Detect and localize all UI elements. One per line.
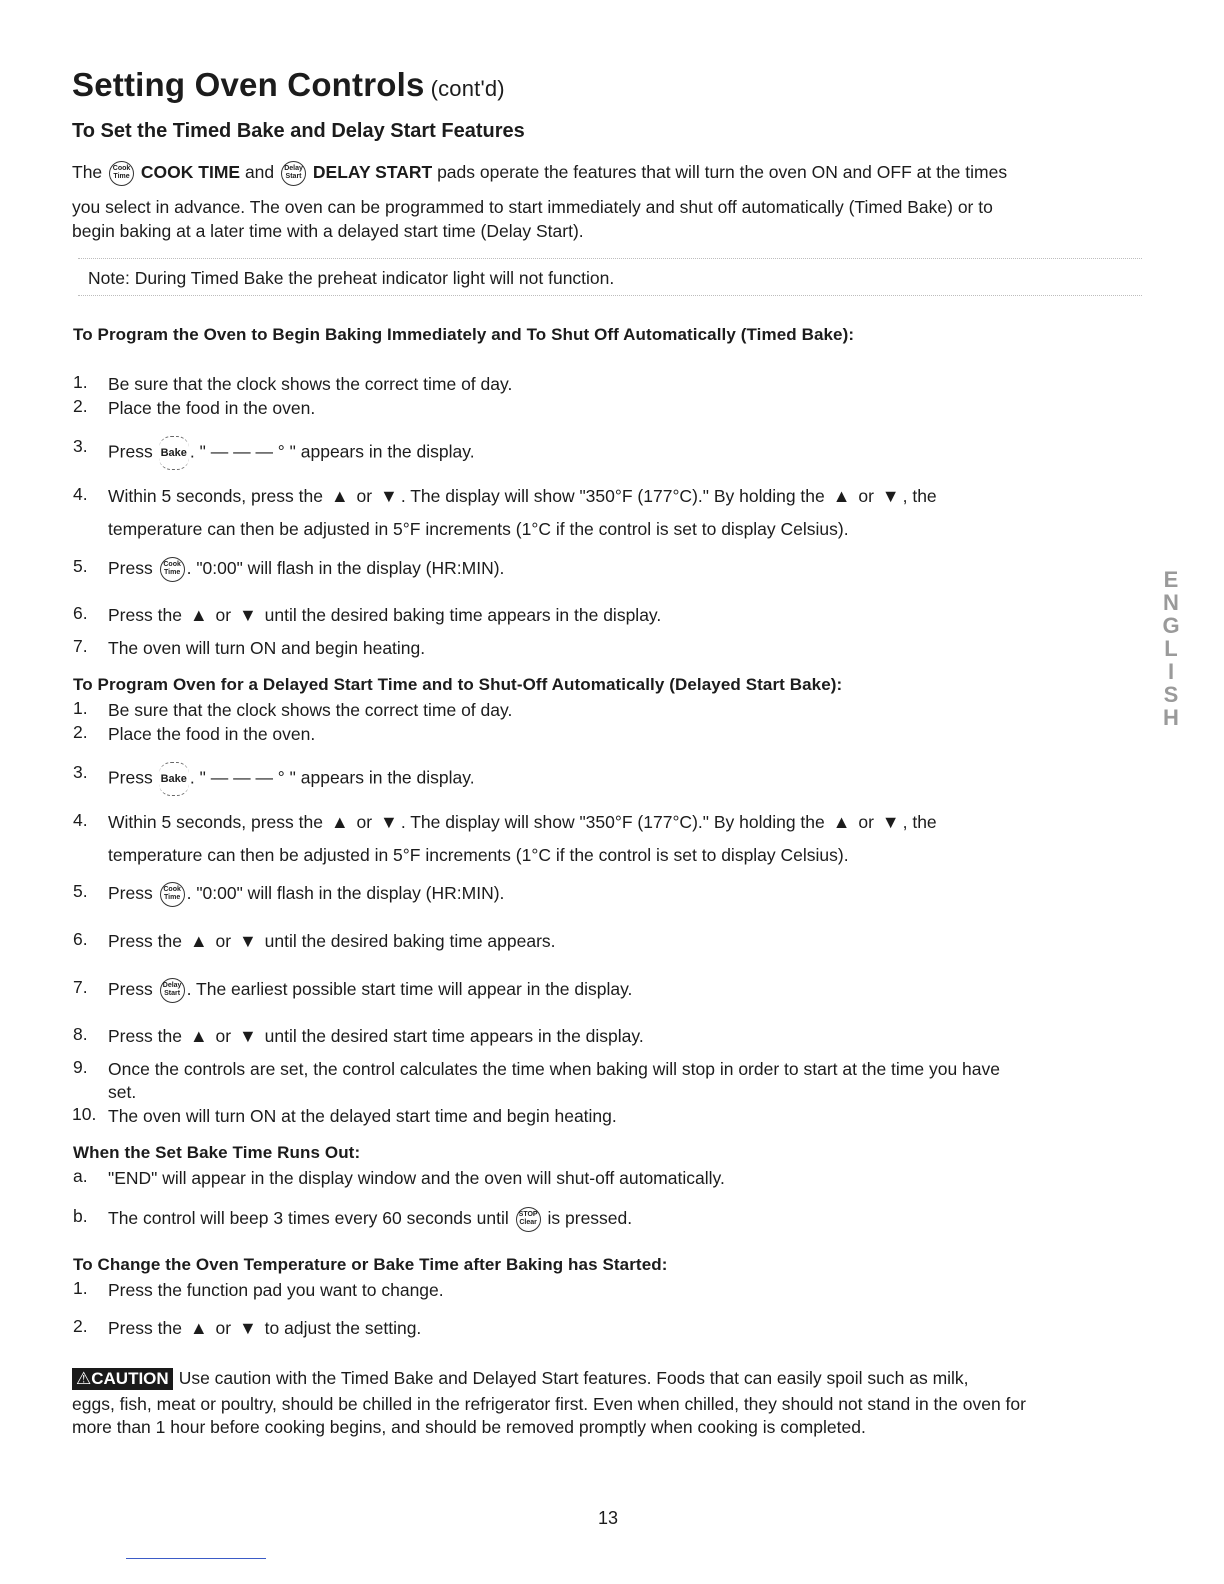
step-text: set. xyxy=(108,1082,137,1102)
step-text: Within 5 seconds, press the ▲ or ▼ . The display will show "350°F (177°C)." By holding the ▲ or ▼ , the xyxy=(108,812,937,832)
step-text: Press the function pad you want to change. xyxy=(108,1280,444,1300)
chevron-down-icon: ▼ xyxy=(238,605,257,625)
step-number: a. xyxy=(73,1166,88,1186)
caution-line-2: eggs, fish, meat or poultry, should be chilled in the refrigerator first. Even when chilled, they should not stand in the oven for xyxy=(72,1394,1026,1414)
intro-line-3: begin baking at a later time with a delayed start time (Delay Start). xyxy=(72,221,584,241)
language-side-tab: E N G L I S H xyxy=(1162,567,1180,730)
step-number: 10. xyxy=(72,1104,97,1124)
caution-line-3: more than 1 hour before cooking begins, and should be removed promptly when cooking is completed. xyxy=(72,1417,866,1437)
step-number: 6. xyxy=(73,603,88,623)
chevron-down-icon: ▼ xyxy=(379,812,398,832)
chevron-down-icon: ▼ xyxy=(379,486,398,506)
step-text: Place the food in the oven. xyxy=(108,398,316,418)
chevron-down-icon: ▼ xyxy=(881,486,900,506)
step-text: Press Bake . " — — — ° " appears in the display. xyxy=(108,436,475,470)
step-number: 8. xyxy=(73,1024,88,1044)
footer-rule xyxy=(126,1558,266,1559)
page-title xyxy=(72,66,505,104)
step-text: Press Delay Start . The earliest possible start time will appear in the display. xyxy=(108,977,632,1003)
chevron-up-icon: ▲ xyxy=(189,605,208,625)
cook-time-pad-icon: Cook Time xyxy=(160,557,185,582)
step-number: 7. xyxy=(73,977,88,997)
step-text: Press Bake . " — — — ° " appears in the display. xyxy=(108,762,475,796)
chevron-up-icon: ▲ xyxy=(189,1318,208,1338)
chevron-up-icon: ▲ xyxy=(832,486,851,506)
step-text: temperature can then be adjusted in 5°F increments (1°C if the control is set to display Celsius). xyxy=(108,845,849,865)
step-text: The oven will turn ON at the delayed start time and begin heating. xyxy=(108,1106,617,1126)
step-text: temperature can then be adjusted in 5°F increments (1°C if the control is set to display Celsius). xyxy=(108,519,849,539)
intro-line-1: The Cook Time COOK TIME and Delay Start DELAY START pads operate the features that will turn the oven ON and OFF at the times xyxy=(72,160,1007,186)
step-text: Press the ▲ or ▼ to adjust the setting. xyxy=(108,1318,422,1338)
chevron-up-icon: ▲ xyxy=(832,812,851,832)
step-text: "END" will appear in the display window and the oven will shut-off automatically. xyxy=(108,1168,725,1188)
chevron-up-icon: ▲ xyxy=(330,486,349,506)
stop-clear-pad-icon: STOP Clear xyxy=(516,1207,541,1232)
step-text: The oven will turn ON and begin heating. xyxy=(108,638,426,658)
chevron-down-icon: ▼ xyxy=(238,931,257,951)
section-subtitle: To Set the Timed Bake and Delay Start Features xyxy=(72,120,525,142)
step-number: b. xyxy=(73,1206,88,1226)
step-text: Be sure that the clock shows the correct time of day. xyxy=(108,700,513,720)
step-text: Press the ▲ or ▼ until the desired start time appears in the display. xyxy=(108,1026,644,1046)
step-text: Press the ▲ or ▼ until the desired baking time appears. xyxy=(108,931,556,951)
page-number: 13 xyxy=(598,1508,619,1528)
step-number: 2. xyxy=(73,1316,88,1336)
timed-bake-heading: To Program the Oven to Begin Baking Immediately and To Shut Off Automatically (Timed Bake): xyxy=(73,325,855,344)
chevron-down-icon: ▼ xyxy=(238,1318,257,1338)
delay-start-pad-icon: Delay Start xyxy=(160,978,185,1003)
page-title-main: Setting Oven Controls xyxy=(72,66,425,103)
step-text: Place the food in the oven. xyxy=(108,724,316,744)
bake-pad-icon: Bake xyxy=(159,436,189,470)
step-number: 3. xyxy=(73,762,88,782)
caution-badge: ⚠CAUTION xyxy=(72,1368,173,1390)
step-number: 7. xyxy=(73,636,88,656)
step-number: 2. xyxy=(73,396,88,416)
step-number: 5. xyxy=(73,881,88,901)
delayed-start-heading: To Program Oven for a Delayed Start Time and to Shut-Off Automatically (Delayed Start Bake): xyxy=(73,675,843,694)
delay-start-pad-icon: Delay Start xyxy=(281,161,306,186)
cook-time-pad-icon: Cook Time xyxy=(109,161,134,186)
chevron-down-icon: ▼ xyxy=(238,1026,257,1046)
bake-pad-icon: Bake xyxy=(159,762,189,796)
cook-time-pad-icon: Cook Time xyxy=(160,882,185,907)
step-number: 5. xyxy=(73,556,88,576)
chevron-down-icon: ▼ xyxy=(881,812,900,832)
step-number: 9. xyxy=(73,1057,88,1077)
step-number: 1. xyxy=(73,372,88,392)
step-text: Press the ▲ or ▼ until the desired baking time appears in the display. xyxy=(108,605,662,625)
page-title-sub: (cont'd) xyxy=(430,76,505,101)
change-heading: To Change the Oven Temperature or Bake Time after Baking has Started: xyxy=(73,1255,668,1274)
step-number: 1. xyxy=(73,1278,88,1298)
chevron-up-icon: ▲ xyxy=(189,1026,208,1046)
step-number: 1. xyxy=(73,698,88,718)
step-text: Within 5 seconds, press the ▲ or ▼ . The display will show "350°F (177°C)." By holding the ▲ or ▼ , the xyxy=(108,486,937,506)
chevron-up-icon: ▲ xyxy=(189,931,208,951)
step-text: Press Cook Time . "0:00" will flash in the display (HR:MIN). xyxy=(108,881,504,907)
step-text: Be sure that the clock shows the correct time of day. xyxy=(108,374,513,394)
note-box: Note: During Timed Bake the preheat indicator light will not function. xyxy=(78,258,1142,296)
step-text: Once the controls are set, the control calculates the time when baking will stop in order to start at the time you have xyxy=(108,1059,1000,1079)
intro-line-2: you select in advance. The oven can be programmed to start immediately and shut off automatically (Timed Bake) or to xyxy=(72,197,993,217)
step-text: The control will beep 3 times every 60 seconds until STOP Clear is pressed. xyxy=(108,1206,632,1232)
step-number: 4. xyxy=(73,484,88,504)
step-number: 4. xyxy=(73,810,88,830)
runs-out-heading: When the Set Bake Time Runs Out: xyxy=(73,1143,361,1162)
step-text: Press Cook Time . "0:00" will flash in the display (HR:MIN). xyxy=(108,556,504,582)
caution-line-1: ⚠CAUTION Use caution with the Timed Bake and Delayed Start features. Foods that can easily spoil such as milk, xyxy=(72,1366,969,1390)
step-number: 6. xyxy=(73,929,88,949)
step-number: 3. xyxy=(73,436,88,456)
step-number: 2. xyxy=(73,722,88,742)
chevron-up-icon: ▲ xyxy=(330,812,349,832)
